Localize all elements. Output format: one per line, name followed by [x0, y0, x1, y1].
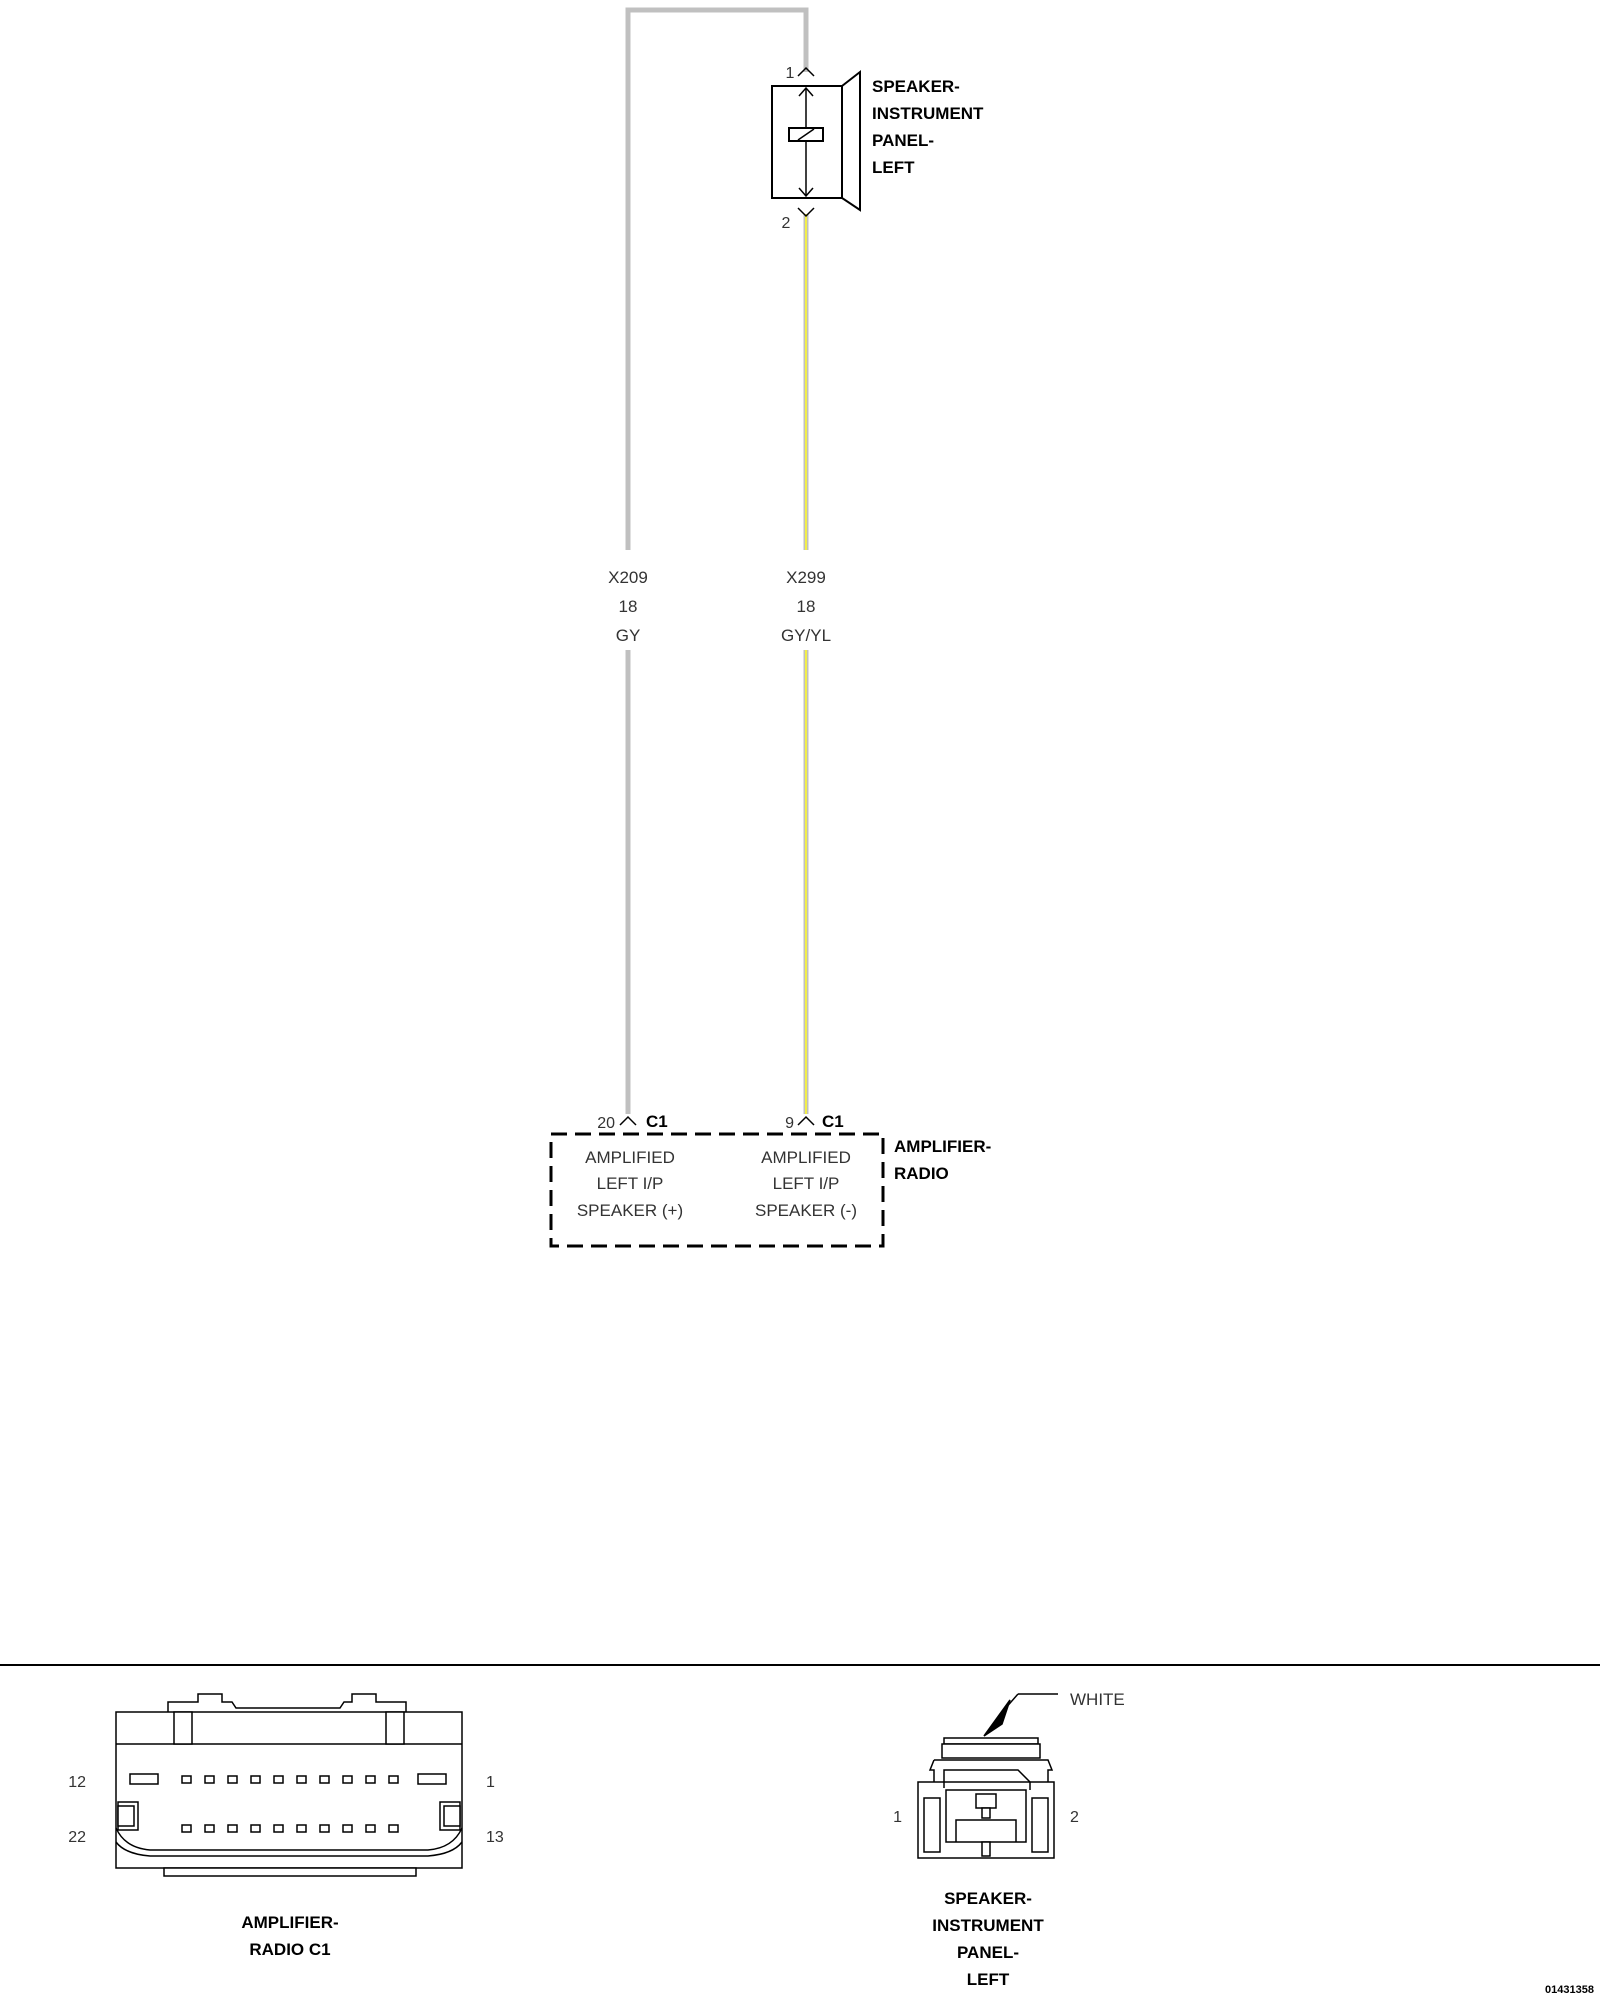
wire-label-x299: [781, 568, 831, 645]
wire-color-code: GY/YL: [780, 626, 832, 645]
connector-label-line: PANEL-: [956, 1943, 1020, 1962]
speaker-label: [872, 77, 984, 177]
connector-label-line: RADIO C1: [249, 1940, 331, 1959]
pin-label: 13: [486, 1829, 504, 1846]
amp-pin-function: SPEAKER (+): [576, 1201, 684, 1220]
speaker-connector-view: [918, 1694, 1058, 1858]
speaker-pin-2: 2: [781, 215, 791, 232]
amplifier-label-line: RADIO: [894, 1164, 949, 1183]
pin-label: 2: [1070, 1809, 1079, 1826]
amp-pin-connector: C1: [646, 1112, 668, 1131]
callout-arrow-icon: [984, 1700, 1010, 1736]
amp-pin-function: AMPLIFIED: [761, 1148, 851, 1167]
speaker-label-line: LEFT: [872, 158, 915, 177]
amplifier-radio-box: [551, 1112, 883, 1246]
speaker-symbol: [772, 65, 860, 232]
pin-label: 12: [68, 1774, 86, 1791]
amp-pin-function: LEFT I/P: [772, 1174, 840, 1193]
amp-pin-function: AMPLIFIED: [585, 1148, 675, 1167]
amp-connector-view: [116, 1694, 462, 1876]
amp-connector-label: [241, 1913, 338, 1959]
amp-pin-number: 9: [785, 1115, 794, 1132]
wire-label-x209: [608, 568, 648, 645]
amp-pin-function: LEFT I/P: [596, 1174, 664, 1193]
speaker-connector-label: [932, 1889, 1044, 1989]
pin-label: 1: [486, 1774, 495, 1791]
speaker-label-line: PANEL-: [872, 131, 935, 150]
callout-label: WHITE: [1070, 1690, 1125, 1709]
speaker-label-line: INSTRUMENT: [872, 104, 984, 123]
wire-color-code: GY: [615, 626, 641, 645]
figure-id: 01431358: [1545, 1984, 1594, 1996]
wire-gauge: 18: [618, 597, 638, 616]
amp-pin-function: SPEAKER (-): [754, 1201, 858, 1220]
wire-circuit: X209: [608, 568, 648, 587]
amp-pin-connector: C1: [822, 1112, 844, 1131]
connector-label-line: AMPLIFIER-: [241, 1913, 339, 1932]
connector-label-line: LEFT: [966, 1970, 1010, 1989]
pin-label: 1: [893, 1809, 902, 1826]
connector-label-line: INSTRUMENT: [932, 1916, 1044, 1935]
amplifier-label-line: AMPLIFIER-: [894, 1137, 992, 1156]
pin-label: 22: [68, 1829, 86, 1846]
amp-pin-number: 20: [597, 1115, 615, 1132]
pin-chevron-icon: [620, 1117, 636, 1125]
connector-label-line: SPEAKER-: [944, 1889, 1032, 1908]
amplifier-label: [894, 1137, 991, 1183]
speaker-label-line: SPEAKER-: [872, 77, 960, 96]
wire-circuit: X299: [786, 568, 826, 587]
pin-chevron-icon: [798, 1117, 814, 1125]
speaker-cone-icon: [842, 72, 860, 210]
wire-gauge: 18: [796, 597, 816, 616]
speaker-pin-1: 1: [785, 65, 795, 82]
